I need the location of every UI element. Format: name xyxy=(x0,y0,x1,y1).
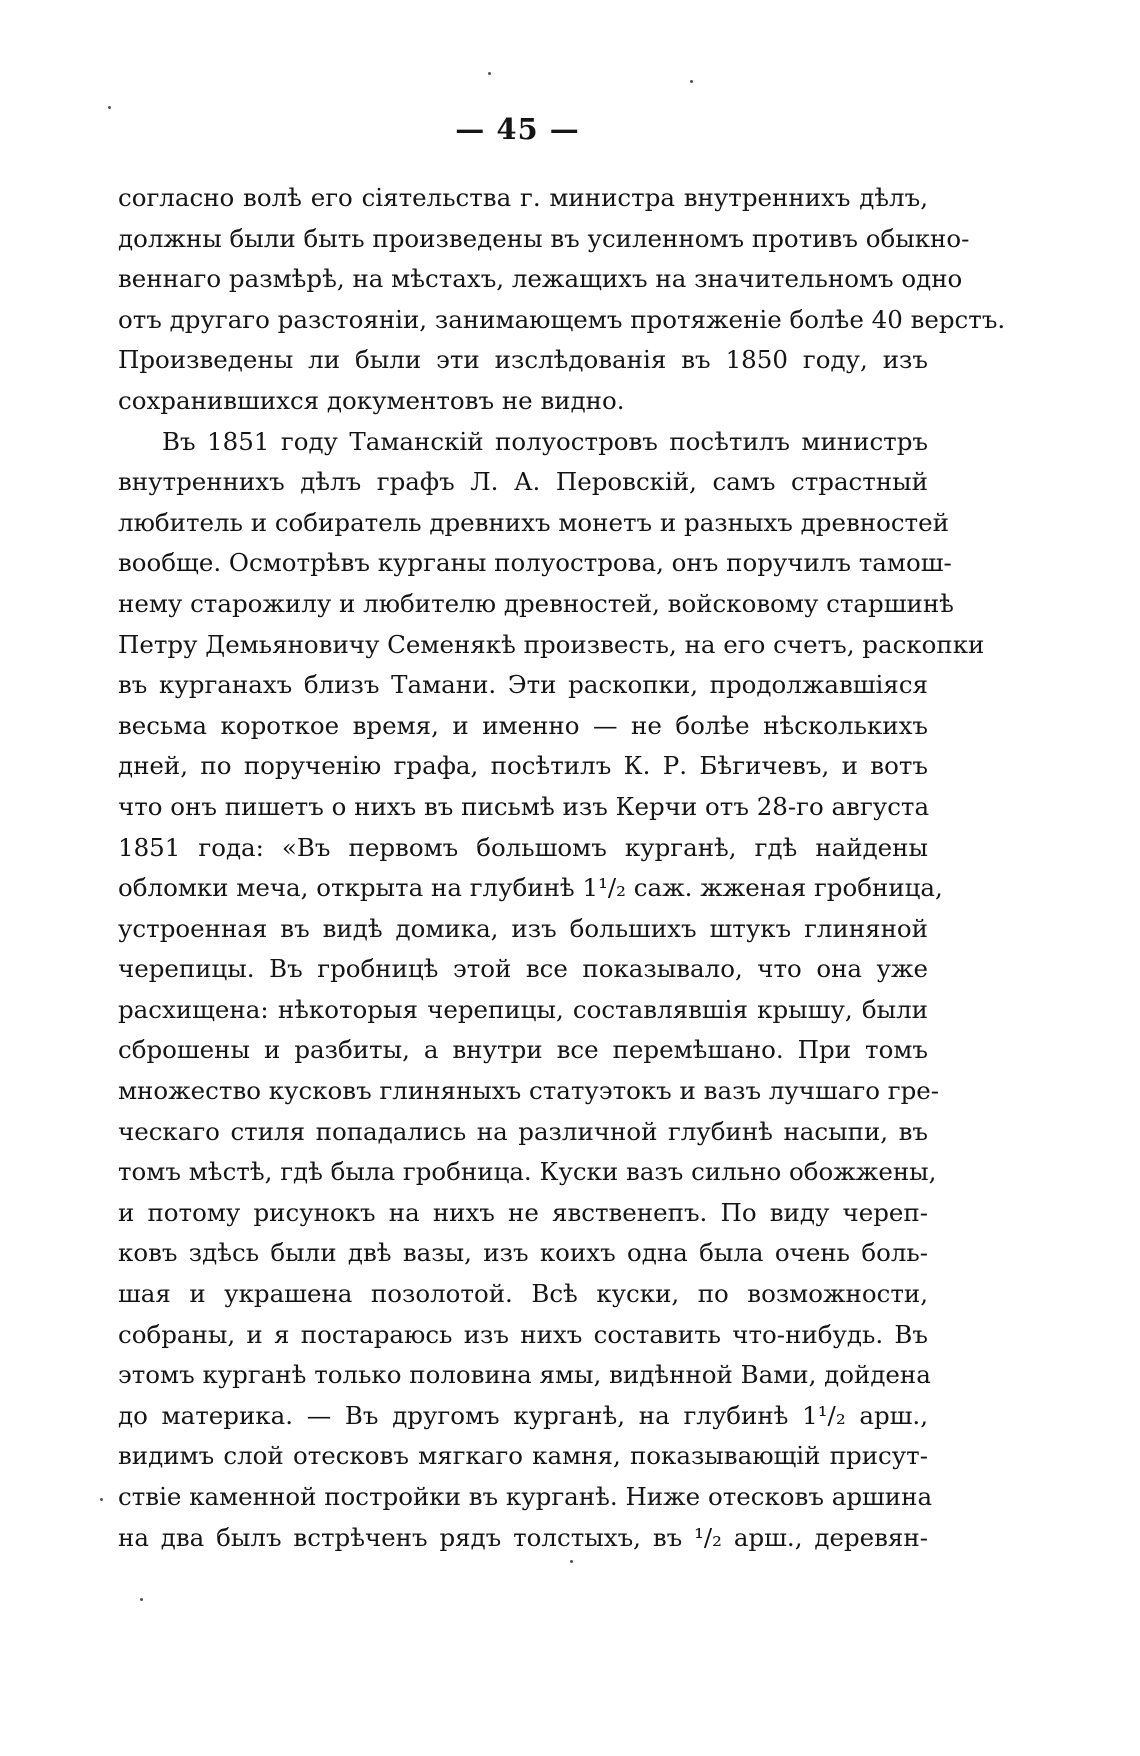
text-line: и потому рисунокъ на нихъ не явственепъ. По виду череп- xyxy=(118,1197,928,1227)
text-line: до материка. — Въ другомъ курганѣ, на глубинѣ 1¹/₂ арш., xyxy=(118,1400,928,1430)
page-number: — 45 — xyxy=(455,112,580,146)
text-line: любитель и собиратель древнихъ монетъ и разныхъ древностей xyxy=(118,507,949,537)
scan-speck xyxy=(570,1560,573,1563)
text-line: внутреннихъ дѣлъ графъ Л. А. Перовскій, самъ страстный xyxy=(118,467,928,497)
text-line: устроенная въ видѣ домика, изъ большихъ штукъ глиняной xyxy=(118,913,928,943)
text-line: дней, по порученію графа, посѣтилъ К. Р. Бѣгичевъ, и вотъ xyxy=(118,751,928,781)
paragraph xyxy=(118,178,1006,422)
body-text xyxy=(118,178,1006,1558)
text-line: множество кусковъ глиняныхъ статуэтокъ и вазъ лучшаго гре- xyxy=(118,1076,940,1106)
text-line: сохранившихся документовъ не видно. xyxy=(118,385,625,415)
text-line: 1851 года: «Въ первомъ большомъ курганѣ, гдѣ найдены xyxy=(118,832,928,862)
text-line: обломки меча, открыта на глубинѣ 1¹/₂ саж. жженая гробница, xyxy=(118,873,943,903)
text-line: Въ 1851 году Таманскій полуостровъ посѣтилъ министръ xyxy=(162,426,928,456)
text-line: въ курганахъ близъ Тамани. Эти раскопки, продолжавшіяся xyxy=(118,670,928,700)
text-line: этомъ курганѣ только половина ямы, видѣнной Вами, дойдена xyxy=(118,1360,931,1390)
scan-speck xyxy=(100,1498,103,1501)
text-line: Произведены ли были эти изслѣдованія въ 1850 году, изъ xyxy=(118,345,928,375)
text-line: ковъ здѣсь были двѣ вазы, изъ коихъ одна была очень боль- xyxy=(118,1238,928,1268)
text-line: веннаго размѣрѣ, на мѣстахъ, лежащихъ на значительномъ одно xyxy=(118,264,963,294)
text-line: весьма короткое время, и именно — не болѣе нѣсколькихъ xyxy=(118,710,928,740)
text-line: томъ мѣстѣ, гдѣ была гробница. Куски вазъ сильно обожжены, xyxy=(118,1157,937,1187)
paragraph xyxy=(118,422,985,1559)
text-line: отъ другаго разстояніи, занимающемъ протяженіе болѣе 40 верстъ. xyxy=(118,304,1006,334)
text-line: ческаго стиля попадались на различной глубинѣ насыпи, въ xyxy=(118,1116,928,1146)
text-line: согласно волѣ его сіятельства г. министра внутреннихъ дѣлъ, xyxy=(118,183,928,212)
text-line: ствіе каменной постройки въ курганѣ. Ниже отесковъ аршина xyxy=(118,1482,933,1511)
text-line: Петру Демьяновичу Семенякѣ произвесть, на его счетъ, раскопки xyxy=(118,629,985,659)
text-line: на два былъ встрѣченъ рядъ толстыхъ, въ ¹/₂ арш., деревян- xyxy=(118,1522,928,1552)
text-line: вообще. Осмотрѣвъ курганы полуострова, онъ поручилъ тамош- xyxy=(118,548,952,578)
text-line: видимъ слой отесковъ мягкаго камня, показывающій присут- xyxy=(118,1441,928,1471)
text-line: собраны, и я постараюсь изъ нихъ составить что-нибудь. Въ xyxy=(118,1319,928,1349)
text-line: нему старожилу и любителю древностей, войсковому старшинѣ xyxy=(118,588,954,618)
text-line: что онъ пишетъ о нихъ въ письмѣ изъ Керчи отъ 28-го августа xyxy=(118,791,930,821)
scan-speck xyxy=(690,80,693,83)
text-line: должны были быть произведены въ усиленномъ противъ обыкно- xyxy=(118,223,970,253)
text-line: сброшены и разбиты, а внутри все перемѣшано. При томъ xyxy=(118,1035,928,1065)
text-line: черепицы. Въ гробницѣ этой все показывало, что она уже xyxy=(118,954,928,984)
scan-speck xyxy=(108,106,111,109)
scan-speck xyxy=(488,72,491,75)
scan-speck xyxy=(140,1598,143,1601)
text-line: расхищена: нѣкоторыя черепицы, составлявшія крышу, были xyxy=(118,994,928,1024)
text-line: шая и украшена позолотой. Всѣ куски, по возможности, xyxy=(118,1279,928,1309)
